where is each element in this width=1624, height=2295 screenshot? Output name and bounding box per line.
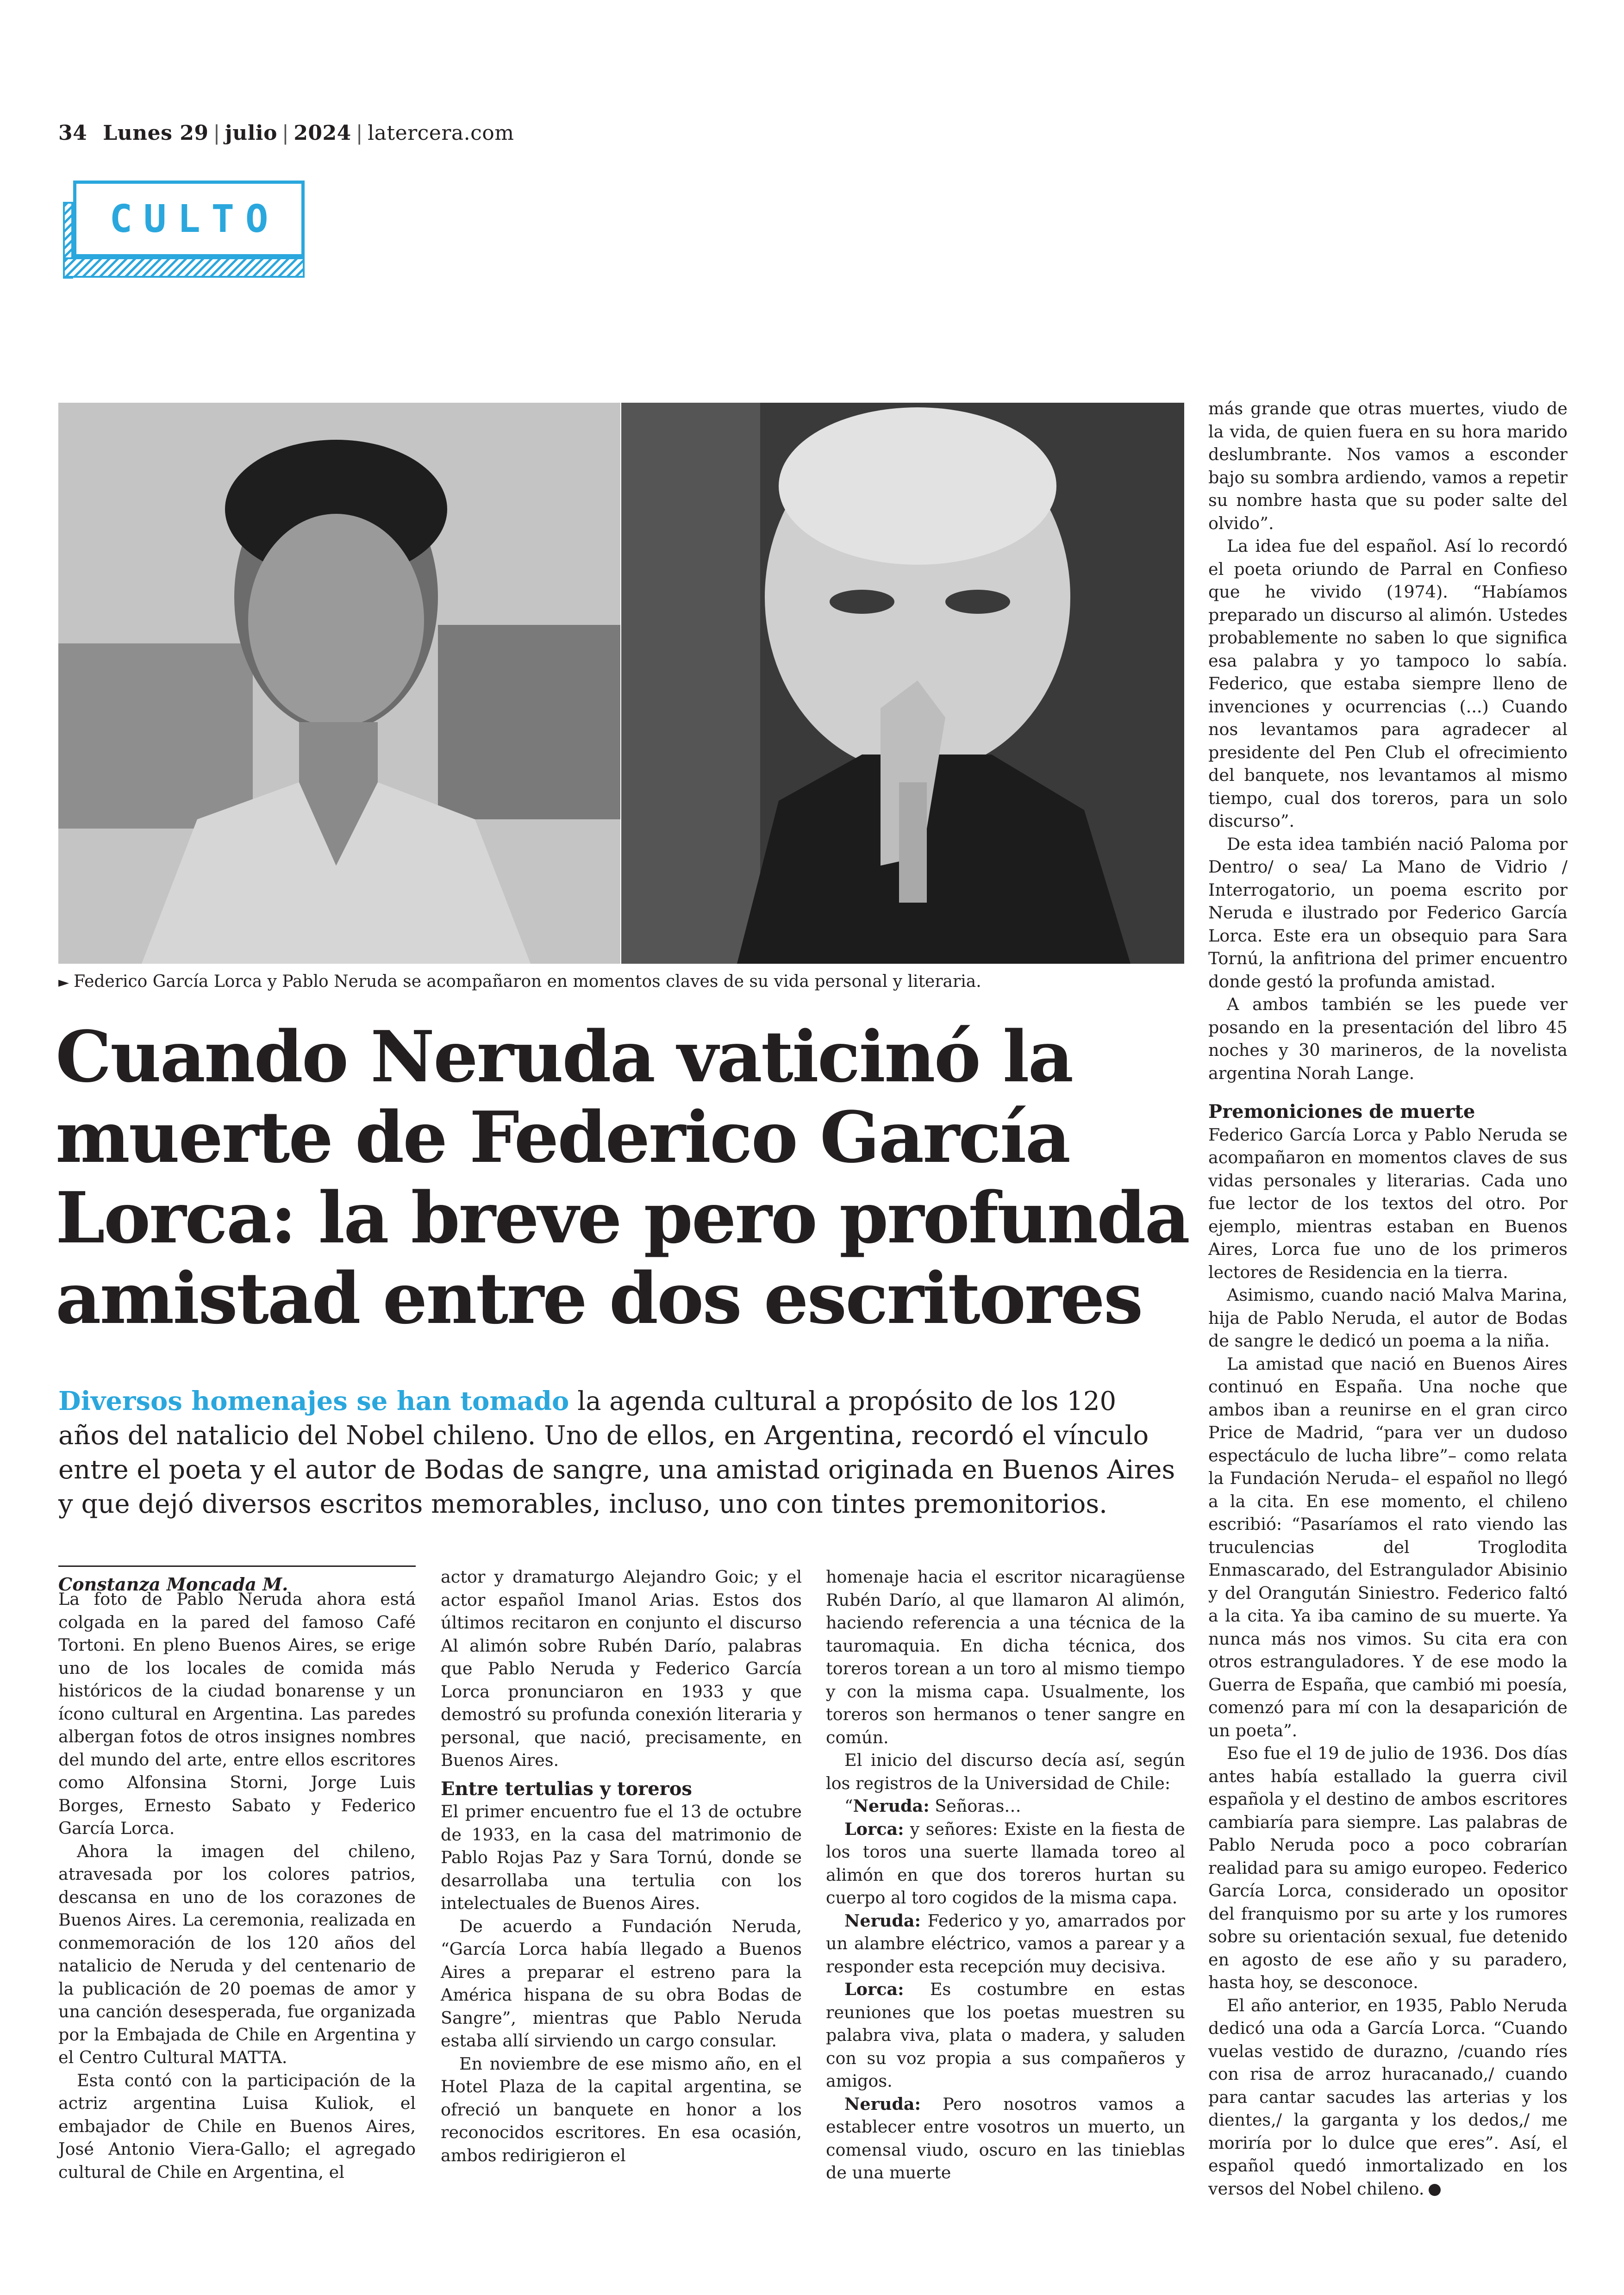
- site-name: latercera.com: [368, 121, 514, 145]
- photo-caption: ► Federico García Lorca y Pablo Neruda se acompañaron en momentos claves de su vida personal y literaria.: [58, 972, 981, 991]
- paragraph: La amistad que nació en Buenos Aires continuó en España. Una noche que ambos iban a reunirse en el gran circo Price de Madrid, “para ver un dudoso espectáculo de lucha libre”– como relata la Fundación Neruda– el español no llegó a la cita. En ese momento, el chileno escribió: “Pasaríamos el rato viendo las truculencias del Troglodita Enmascarado, del Estrangulador Abisinio y del Orangután Siniestro. Federico faltó a la cita. Ya iba camino de su muerte. Ya nunca más nos vimos. Su cita era con otros estranguladores. Y de ese modo la Guerra de España, que cambió mi poesía, comenzó para mí con la desaparición de un poeta”.: [1208, 1353, 1568, 1740]
- subheading: Entre tertulias y toreros: [441, 1777, 692, 1800]
- subheading: Premoniciones de muerte: [1208, 1101, 1475, 1123]
- paragraph: homenaje hacia el escritor nicaragüense Rubén Darío, al que llamaron Al alimón, haciendo referencia a una técnica de la tauromaquia. En dicha técnica, dos toreros torean a un toro al mismo tiempo y con la misma capa. Usualmente, los toreros son hermanos o tener sangre en común.: [826, 1567, 1185, 1747]
- date-year: 2024: [294, 121, 351, 145]
- paragraph: más grande que otras muertes, viudo de la vida, de quien fuera en su hora marido deslumbrante. Nos vamos a esconder bajo su sombra ardiendo, vamos a repetir su nombre hasta que su poder salte del olvido”.: [1208, 399, 1568, 533]
- byline-rule: [58, 1565, 416, 1567]
- paragraph: En noviembre de ese mismo año, en el Hotel Plaza de la capital argentina, se ofreció un banquete en honor a los reconocidos escritores. En esa ocasión, ambos redirigieron el: [441, 2053, 802, 2165]
- lead-paragraph: [58, 1384, 1183, 1522]
- lead-highlight: Diversos homenajes se han tomado: [58, 1386, 569, 1416]
- date-day: Lunes 29: [103, 121, 209, 145]
- section-tag: [63, 181, 315, 280]
- page-number: 34: [58, 121, 87, 145]
- dialogue-line: Lorca: Es costumbre en estas reuniones que los poetas muestren su palabra viva, plata o madera, y saluden con su voz propia a sus compañeros y amigos.: [826, 1979, 1185, 2091]
- paragraph: De acuerdo a Fundación Neruda, “García Lorca había llegado a Buenos Aires a preparar el estreno para la América hispana de su obra Bodas de Sangre”, mientras que Pablo Neruda estaba allí sirviendo un cargo consular.: [441, 1916, 802, 2051]
- dialogue-line: Neruda: Pero nosotros vamos a establecer entre vosotros un muerto, un comensal viudo, oscuro en las tinieblas de una muerte: [826, 2094, 1185, 2183]
- portrait-lorca-graphic: [58, 403, 620, 964]
- photo-pablo-neruda: [621, 403, 1184, 964]
- paragraph: Ahora la imagen del chileno, atravesada por los colores patrios, descansa en uno de los corazones de Buenos Aires. La ceremonia, realizada en conmemoración de los 120 años del natalicio de Neruda y del centenario de la publicación de 20 poemas de amor y una canción desesperada, fue organizada por la Embajada de Chile en Argentina y el Centro Cultural MATTA.: [58, 1841, 416, 2067]
- headline: Cuando Neruda vaticinó la muerte de Federico García Lorca: la breve pero profunda amistad entre dos escritores: [56, 1015, 1189, 1340]
- portrait-neruda-graphic: [621, 403, 1184, 964]
- body-column-3: [826, 1565, 1185, 2184]
- lead-text: la agenda cultural a propósito de los 120 años del natalicio del Nobel chileno. Uno de ellos, en Argentina, recordó el vínculo entre el poeta y el autor de Bodas de sangre, una amistad originada en Buenos Aires y que dejó diversos escritos memorables, incluso, uno con tintes premonitorios.: [58, 1386, 1175, 1519]
- lead-photos: [58, 403, 1184, 964]
- body-column-2: [441, 1565, 802, 2167]
- paragraph: El primer encuentro fue el 13 de octubre de 1933, en la casa del matrimonio de Pablo Rojas Paz y Sara Tornú, donde se desarrollaba una tertulia con los intelectuales de Buenos Aires.: [441, 1802, 802, 1913]
- paragraph: La idea fue del español. Así lo recordó el poeta oriundo de Parral en Confieso que he vivido (1974). “Habíamos preparado un discurso al alimón. Ustedes probablemente no saben lo que significa esa palabra y yo tampoco lo sabía. Federico, que estaba siempre lleno de invenciones y ocurrencias (...) Cuando nos levantamos para agradecer al presidente del Pen Club el ofrecimiento del banquete, nos levantamos al mismo tiempo, cual dos toreros, para un solo discurso”.: [1208, 536, 1568, 831]
- body-column-4: [1208, 397, 1568, 2200]
- dialogue-line: Neruda: Federico y yo, amarrados por un alambre eléctrico, vamos a parear y a responder esta recepción muy decisiva.: [826, 1910, 1185, 1977]
- paragraph: Esta contó con la participación de la actriz argentina Luisa Kuliok, el embajador de Chile en Buenos Aires, José Antonio Viera-Gallo; el agregado cultural de Chile en Argentina, el: [58, 2070, 416, 2182]
- section-label: CULTO: [109, 197, 280, 241]
- paragraph: Federico García Lorca y Pablo Neruda se acompañaron en momentos claves de sus vidas personales y literarias. Cada uno fue lector de los textos del otro. Por ejemplo, mientras estaban en Buenos Aires, Lorca fue uno de los primeros lectores de Residencia en la tierra.: [1208, 1124, 1568, 1282]
- paragraph: De esta idea también nació Paloma por Dentro/ o sea/ La Mano de Vidrio / Interrogatorio, un poema escrito por Neruda e ilustrado por Federico García Lorca. Este era un obsequio para Sara Tornú, la anfitriona del primer encuentro donde gestó la profunda amistad.: [1208, 834, 1568, 992]
- paragraph: El año anterior, en 1935, Pablo Neruda dedicó una oda a García Lorca. “Cuando vuelas vestido de durazno, /cuando ríes con risa de arroz huracanado,/ cuando para cantar sacudes las arterias y los dientes,/ la garganta y los dedos,/ me moriría por lo dulce que eres”. Así, el español quedó inmortalizado en los versos del Nobel chileno.: [1208, 1995, 1568, 2199]
- byline: Constanza Moncada M.: [58, 1574, 288, 1595]
- speaker: Neruda:: [853, 1796, 930, 1816]
- body-column-1: [58, 1588, 416, 2183]
- page-folio: 34 Lunes 29 | julio | 2024 | latercera.com: [58, 121, 514, 145]
- caption-arrow-icon: ►: [58, 974, 69, 991]
- paragraph: Asimismo, cuando nació Malva Marina, hija de Pablo Neruda, el autor de Bodas de sangre le dedicó un poema a la niña.: [1208, 1285, 1568, 1351]
- speaker: Neruda:: [844, 1910, 921, 1931]
- paragraph: El inicio del discurso decía así, según los registros de la Universidad de Chile:: [826, 1750, 1185, 1793]
- paragraph: A ambos también se les puede ver posando en la presentación del libro 45 noches y 30 marineros, de la novelista argentina Norah Lange.: [1208, 994, 1568, 1083]
- speaker: Neruda:: [844, 2094, 921, 2114]
- speaker: Lorca:: [844, 1819, 904, 1839]
- date-month: julio: [225, 121, 277, 145]
- dialogue-line: Lorca: y señores: Existe en la fiesta de los toros una suerte llamada toreo al alimón en que dos toreros hurtan su cuerpo al toro cogidos de la misma capa.: [826, 1819, 1185, 1908]
- paragraph: La foto de Pablo Neruda ahora está colgada en la pared del famoso Café Tortoni. En pleno Buenos Aires, se erige uno de los locales de comida más históricos de la ciudad bonarense y un ícono cultural en Argentina. Las paredes albergan fotos de otros insignes nombres del mundo del arte, entre ellos escritores como Alfonsina Storni, Jorge Luis Borges, Ernesto Sabato y Federico García Lorca.: [58, 1589, 416, 1838]
- photo-garcia-lorca: [58, 403, 620, 964]
- paragraph: actor y dramaturgo Alejandro Goic; y el actor español Imanol Arias. Estos dos últimos recitaron en conjunto el discurso Al alimón sobre Rubén Darío, palabras que Pablo Neruda y Federico García Lorca pronunciaron en 1933 y que demostró su profunda conexión literaria y personal, que nació, precisamente, en Buenos Aires.: [441, 1567, 802, 1770]
- speaker: Lorca:: [844, 1979, 904, 1999]
- paragraph: Eso fue el 19 de julio de 1936. Dos días antes había estallado la guerra civil española y el destino de ambos escritores cambiaría para siempre. Las palabras de Pablo Neruda poco a poco cobrarían realidad para su amigo europeo. Federico García Lorca, considerado un opositor del franquismo por su arte y los rumores sobre su orientación sexual, fue detenido en agosto de ese año y su paradero, hasta hoy, se desconoce.: [1208, 1743, 1568, 1992]
- end-mark-icon: [1429, 2184, 1441, 2196]
- dialogue-line: “Neruda: Señoras…: [844, 1796, 1021, 1816]
